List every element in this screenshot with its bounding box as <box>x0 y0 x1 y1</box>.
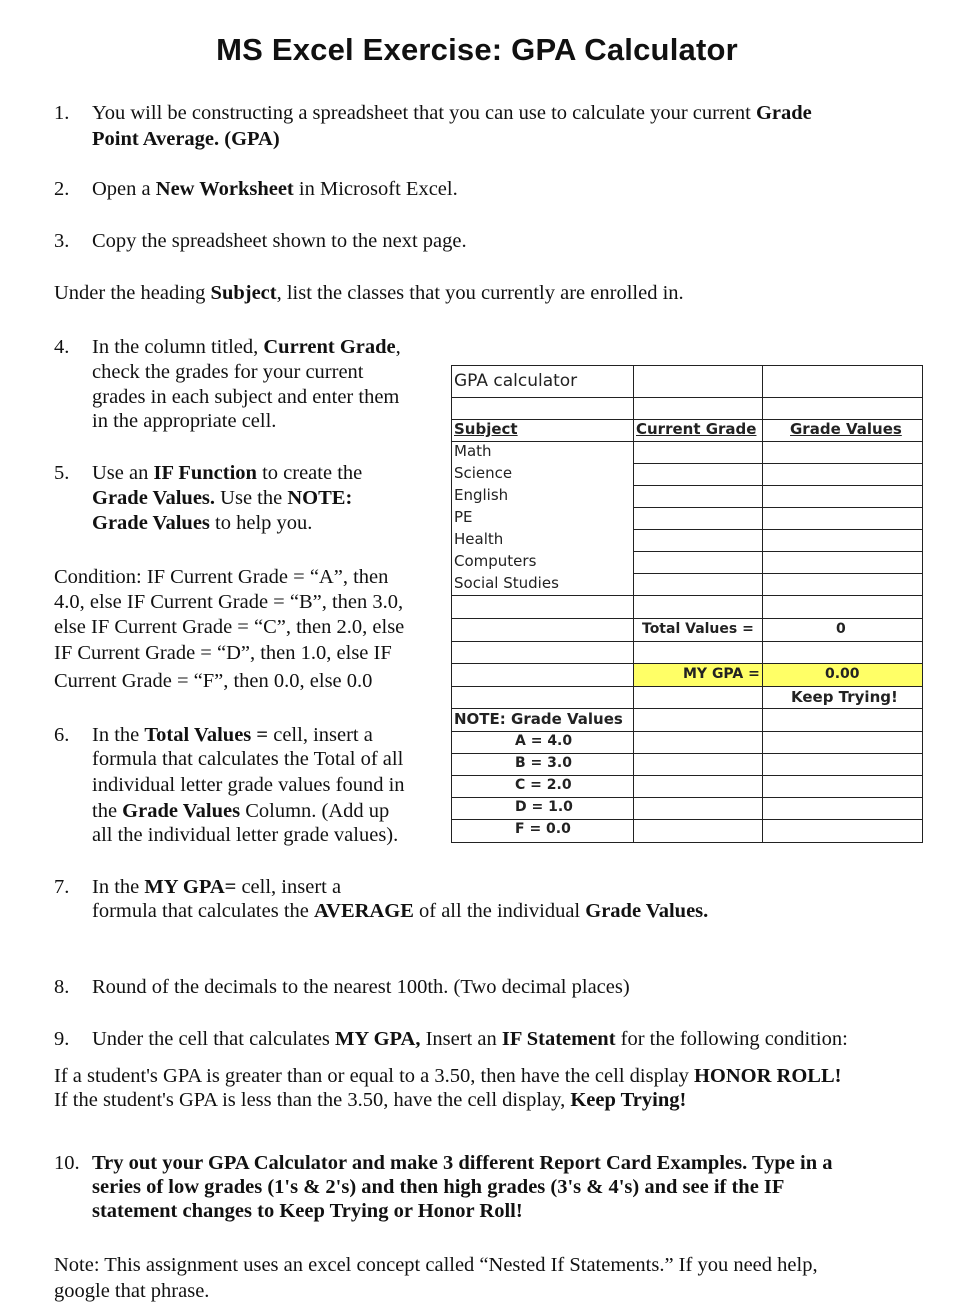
step-8-text: Round of the decimals to the nearest 100th. (Two decimal places) <box>92 976 630 998</box>
step-1-line-2: Point Average. (GPA) <box>92 128 280 150</box>
step-6-number: 6. <box>54 724 70 746</box>
subject-instruction: Under the heading Subject, list the classes that you currently are enrolled in. <box>54 282 684 304</box>
gpa-message: Keep Trying! <box>791 688 898 706</box>
step-6-line-1: In the Total Values = cell, insert a <box>92 724 373 746</box>
note-grade-values-title: NOTE: Grade Values <box>454 710 623 728</box>
subject-science: Science <box>454 464 513 482</box>
header-current-grade: Current Grade <box>636 420 757 438</box>
step-10-line-1: Try out your GPA Calculator and make 3 different Report Card Examples. Type in a <box>92 1152 833 1174</box>
grid-line <box>451 775 923 776</box>
grid-line <box>451 708 923 709</box>
step-1-line-1: You will be constructing a spreadsheet that you can use to calculate your current Grade <box>92 102 812 124</box>
step-6-line-5: all the individual letter grade values). <box>92 824 399 846</box>
grid-line <box>633 463 923 464</box>
step-5-line-1: Use an IF Function to create the <box>92 462 363 484</box>
grid-line <box>451 753 923 754</box>
honor-line-2: If the student's GPA is less than the 3.50, have the cell display, Keep Trying! <box>54 1089 687 1111</box>
step-10-number: 10. <box>54 1152 80 1174</box>
grid-line <box>762 365 763 843</box>
note-value-f: F = 0.0 <box>515 821 571 837</box>
step-9-text: Under the cell that calculates MY GPA, Insert an IF Statement for the following condition: <box>92 1028 848 1050</box>
condition-line-4: IF Current Grade = “D”, then 1.0, else IF <box>54 642 392 664</box>
spreadsheet-title: GPA calculator <box>454 371 578 391</box>
condition-line-2: 4.0, else IF Current Grade = “B”, then 3.0, <box>54 591 404 613</box>
step-4-line-2: check the grades for your current <box>92 361 364 383</box>
header-subject: Subject <box>454 420 518 438</box>
step-6-line-2: formula that calculates the Total of all <box>92 748 404 770</box>
step-6-line-3: individual letter grade values found in <box>92 774 405 796</box>
total-values-value: 0 <box>836 621 846 637</box>
step-6-line-4: the Grade Values Column. (Add up <box>92 800 390 822</box>
grid-line <box>451 663 923 664</box>
my-gpa-label: MY GPA = <box>683 666 760 682</box>
step-5-number: 5. <box>54 462 70 484</box>
step-4-number: 4. <box>54 336 70 358</box>
grid-line <box>451 365 452 843</box>
grid-line <box>633 507 923 508</box>
grid-line <box>633 485 923 486</box>
note-value-c: C = 2.0 <box>515 777 572 793</box>
subject-computers: Computers <box>454 552 537 570</box>
subject-social-studies: Social Studies <box>454 574 559 592</box>
grid-line <box>633 551 923 552</box>
grid-line <box>451 397 923 398</box>
grid-line <box>451 842 923 843</box>
subject-pe: PE <box>454 508 473 526</box>
note-value-d: D = 1.0 <box>515 799 573 815</box>
grid-line <box>451 365 923 366</box>
my-gpa-value: 0.00 <box>825 666 860 682</box>
condition-line-3: else IF Current Grade = “C”, then 2.0, else <box>54 616 405 638</box>
condition-line-5: Current Grade = “F”, then 0.0, else 0.0 <box>54 670 373 692</box>
grid-line <box>633 365 634 843</box>
honor-line-1: If a student's GPA is greater than or equal to a 3.50, then have the cell display HONOR ROLL! <box>54 1065 842 1087</box>
step-7-number: 7. <box>54 876 70 898</box>
step-3-text: Copy the spreadsheet shown to the next page. <box>92 230 467 252</box>
total-values-label: Total Values = <box>642 621 754 637</box>
step-10-line-2: series of low grades (1's & 2's) and then high grades (3's & 4's) and see if the IF <box>92 1176 785 1198</box>
grid-line <box>922 365 923 843</box>
grid-line <box>451 731 923 732</box>
step-5-line-3: Grade Values to help you. <box>92 512 313 534</box>
subject-health: Health <box>454 530 504 548</box>
grid-line <box>451 686 923 687</box>
grid-line <box>451 819 923 820</box>
condition-line-1: Condition: IF Current Grade = “A”, then <box>54 566 389 588</box>
step-4-line-3: grades in each subject and enter them <box>92 386 400 408</box>
grid-line <box>451 441 923 442</box>
grid-line <box>451 618 923 619</box>
grid-line <box>633 573 923 574</box>
subject-english: English <box>454 486 509 504</box>
grid-line <box>451 797 923 798</box>
step-4-line-4: in the appropriate cell. <box>92 410 277 432</box>
note-line-2: google that phrase. <box>54 1280 210 1302</box>
step-8-number: 8. <box>54 976 70 998</box>
note-line-1: Note: This assignment uses an excel concept called “Nested If Statements.” If you need help, <box>54 1254 818 1276</box>
page-title: MS Excel Exercise: GPA Calculator <box>216 32 738 67</box>
gpa-row-highlight <box>633 664 923 686</box>
grid-line <box>633 529 923 530</box>
note-value-b: B = 3.0 <box>515 755 572 771</box>
note-value-a: A = 4.0 <box>515 733 573 749</box>
step-10-line-3: statement changes to Keep Trying or Honor Roll! <box>92 1200 523 1222</box>
step-4-line-1: In the column titled, Current Grade, <box>92 336 401 358</box>
grid-line <box>451 641 923 642</box>
step-7-line-2: formula that calculates the AVERAGE of all the individual Grade Values. <box>92 900 709 922</box>
header-grade-values: Grade Values <box>790 420 902 438</box>
step-9-number: 9. <box>54 1028 70 1050</box>
step-2-text: Open a New Worksheet in Microsoft Excel. <box>92 178 458 200</box>
step-5-line-2: Grade Values. Use the NOTE: <box>92 487 353 509</box>
step-2-number: 2. <box>54 178 70 200</box>
step-3-number: 3. <box>54 230 70 252</box>
gpa-spreadsheet <box>451 365 923 843</box>
step-7-line-1: In the MY GPA= cell, insert a <box>92 876 342 898</box>
step-1-number: 1. <box>54 102 70 124</box>
subject-math: Math <box>454 442 492 460</box>
grid-line <box>451 595 923 596</box>
